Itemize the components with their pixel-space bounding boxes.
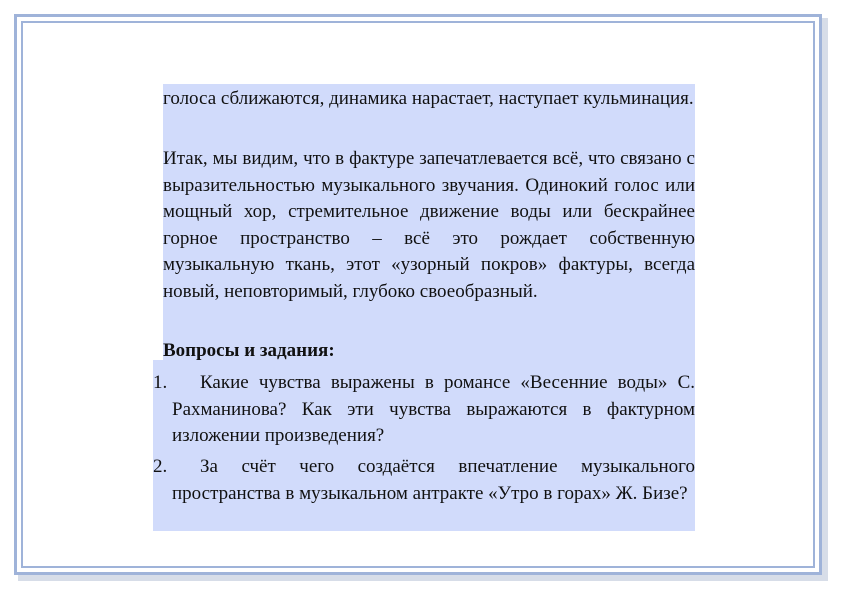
frame-shadow-bottom — [18, 575, 828, 581]
question-item — [172, 370, 695, 450]
question-number: 1. — [153, 372, 168, 393]
question-number: 2. — [153, 456, 168, 477]
frame-shadow-right — [822, 18, 828, 579]
question-item — [172, 454, 695, 507]
paragraph-2: Итак, мы видим, что в фактуре запечатлевается всё, что связано с выразительностью музыкального звучания. Одинокий голос или мощный хор, стремительное движение воды или бескрайнее горное пространство – всё это рождает собственную музыкальную ткань, этот «узорный покров» фактуры, всегда новый, неповторимый, глубоко своеобразный. — [163, 148, 695, 302]
paragraph-1: голоса сближаются, динамика нарастает, наступает кульминация. — [163, 88, 694, 109]
questions-heading: Вопросы и задания: — [163, 340, 335, 361]
question-text: Какие чувства выражены в романсе «Весенние воды» С. Рахманинова? Как эти чувства выражаются в фактурном изложении произведения? — [172, 372, 695, 446]
question-text: За счёт чего создаётся впечатление музыкального пространства в музыкальном антракте «Утро в горах» Ж. Бизе? — [172, 456, 695, 504]
